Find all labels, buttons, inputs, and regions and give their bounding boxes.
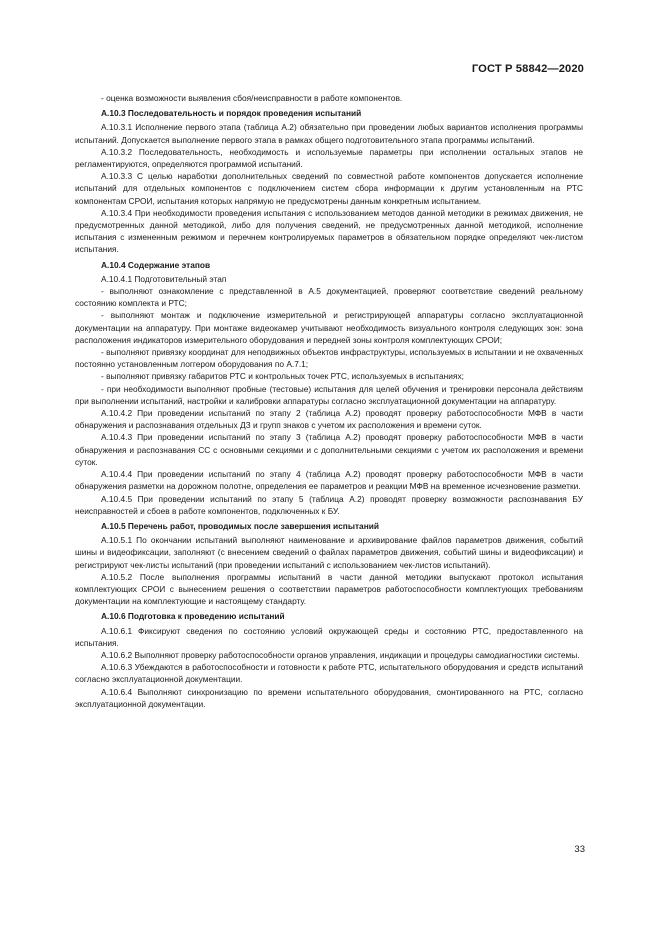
paragraph: А.10.3.2 Последовательность, необходимость и используемые параметры при исполнении остальных этапов не регламентируются, определяются программой испытаний. [75, 146, 583, 170]
paragraph: А.10.5.1 По окончании испытаний выполняют наименование и архивирование файлов параметров движения, событий шины и видеофиксации, заполняют (с внесением сведений о файлах параметров движения, событий шины и видеофиксации) и регистрируют чек-листы испытаний (при проведении испытаний с использованием чек-листов испытаний). [75, 535, 583, 570]
paragraph: А.10.4.2 При проведении испытаний по этапу 2 (таблица А.2) проводят проверку работоспособности МФВ в части обнаружения и распознавания отдельных ДЗ и групп знаков с учетом их расположения и времени суток. [75, 408, 583, 431]
paragraph: - выполняют монтаж и подключение измерительной и регистрирующей аппаратуры согласно эксплуатационной документации на аппаратуру. При монтаже видеокамер учитывают необходимость визуального контроля следующих зон: зона расположения индикаторов измерительного оборудования и передней зоны контроля комплектующих СРОИ; [75, 310, 583, 345]
paragraph: - выполняют ознакомление с представленной в А.5 документацией, проверяют соответствие сведений реальному состоянию комплекта и РТС; [75, 286, 583, 309]
paragraph: А.10.6.2 Выполняют проверку работоспособности органов управления, индикации и процедуры самодиагностики системы. [101, 649, 580, 660]
paragraph: А.10.4.4 При проведении испытаний по этапу 4 (таблица А.2) проводят проверку работоспособности МФВ в части обнаружения разметки на дорожном полотне, определения ее параметров и реакции МФВ на временное исчезновение разметки. [75, 469, 583, 492]
section-heading: А.10.5 Перечень работ, проводимых после завершения испытаний [101, 520, 379, 531]
paragraph: А.10.3.4 При необходимости проведения испытания с использованием методов данной методики в режимах движения, не предусмотренных данной методикой, либо для получения сведений, не предусмотренных данной методикой, исполнение испытания с измененным режимом и перечнем контролируемых параметров в обязательном порядке определяют чек-листом испытания. [75, 207, 583, 255]
paragraph: А.10.3.3 С целью наработки дополнительных сведений по совместной работе компонентов допускается исполнение испытаний для отдельных компонентов с подключением систем сбора информации к другим установленным на РТС компонентам СРОИ, испытания которых напрямую не предусмотрены данным конкретным испытанием. [75, 171, 583, 206]
paragraph: - выполняют привязку координат для неподвижных объектов инфраструктуры, используемых в испытании и не охваченных постоянно установленным логгером оборудования по А.7.1; [75, 347, 583, 370]
paragraph: А.10.4.3 При проведении испытаний по этапу 3 (таблица А.2) проводят проверку работоспособности МФВ в части обнаружения и распознавания СС с основными секциями и с дополнительными секциями с учетом их расположения и времени суток. [75, 432, 583, 467]
paragraph: А.10.4.5 При проведении испытаний по этапу 5 (таблица А.2) проводят проверку возможности распознавания БУ неисправностей и сбоев в работе компонентов, подключенных к БУ. [75, 493, 583, 516]
paragraph: А.10.6.3 Убеждаются в работоспособности и готовности к работе РТС, испытательного оборудования и средств испытаний согласно эксплуатационной документации. [75, 662, 583, 685]
section-heading: А.10.6 Подготовка к проведению испытаний [101, 611, 285, 622]
paragraph: - при необходимости выполняют пробные (тестовые) испытания для целей обучения и тренировки персонала действиям при выполнении испытаний, настройки и калибровки аппаратуры согласно эксплуатационной документации на аппаратуру. [75, 383, 583, 406]
paragraph: - оценка возможности выявления сбоя/неисправности в работе компонентов. [101, 93, 403, 103]
paragraph: А.10.6.4 Выполняют синхронизацию по времени испытательного оборудования, смонтированного на РТС, согласно эксплуатационной документации. [75, 686, 583, 709]
section-heading: А.10.4 Содержание этапов [101, 259, 211, 270]
page-number: 33 [574, 844, 585, 855]
paragraph: - выполняют привязку габаритов РТС и контрольных точек РТС, используемых в испытаниях; [101, 371, 464, 382]
document-body [75, 92, 583, 710]
paragraph: А.10.3.1 Исполнение первого этапа (таблица А.2) обязательно при проведении любых вариантов исполнения программы испытаний. Допускается выполнение первого этапа в рамках общего подготовительного этапа программы испытаний. [75, 122, 583, 145]
paragraph: А.10.4.1 Подготовительный этап [101, 273, 227, 284]
section-heading: А.10.3 Последовательность и порядок проведения испытаний [101, 108, 362, 119]
paragraph: А.10.5.2 После выполнения программы испытаний в части данной методики выпускают протокол испытания комплектующих СРОИ с вынесением решения о соответствии параметров работоспособности комплектующих требованиям документации на комплектующие и настоящему стандарту. [75, 571, 583, 607]
paragraph: А.10.6.1 Фиксируют сведения по состоянию условий окружающей среды и состоянию РТС, предоставленного на испытания. [75, 625, 583, 648]
document-standard-header: ГОСТ Р 58842—2020 [471, 63, 584, 75]
